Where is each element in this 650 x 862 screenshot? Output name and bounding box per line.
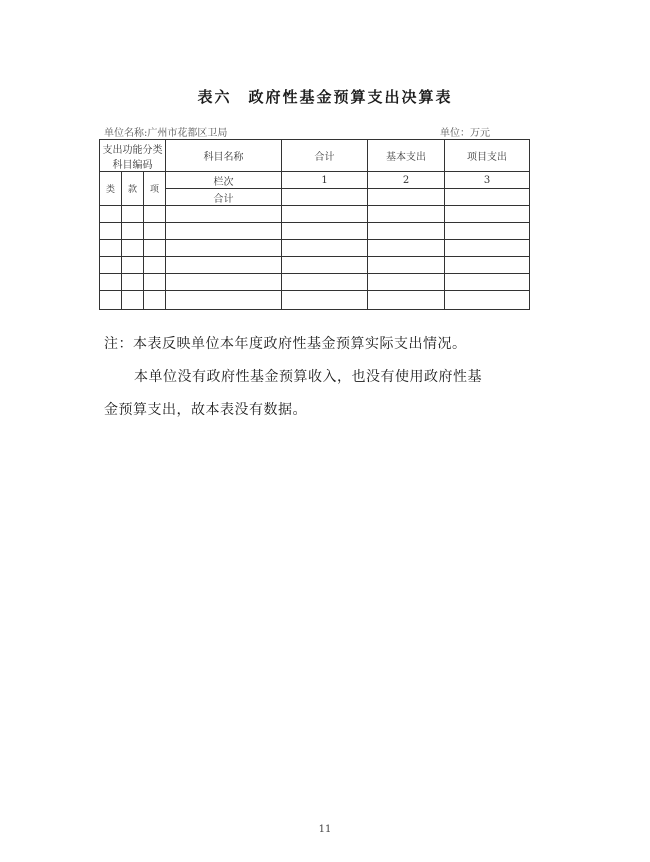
item-header: 项 bbox=[144, 172, 166, 206]
empty-row bbox=[100, 257, 530, 274]
column-number-1: 1 bbox=[282, 172, 368, 189]
note-line-1: 注：本表反映单位本年度政府性基金预算实际支出情况。 bbox=[104, 336, 467, 352]
column-number-3: 3 bbox=[445, 172, 530, 189]
budget-table bbox=[99, 139, 530, 310]
header-row bbox=[100, 140, 530, 172]
column-row-label: 栏次 bbox=[166, 172, 282, 189]
table-cell bbox=[445, 189, 530, 206]
note-line-3: 金预算支出，故本表没有数据。 bbox=[104, 402, 307, 418]
total-row-label: 合计 bbox=[166, 189, 282, 206]
empty-row bbox=[100, 223, 530, 240]
table-title: 表六 政府性基金预算支出决算表 bbox=[197, 88, 453, 106]
unit-name: 单位名称:广州市花都区卫局 bbox=[104, 128, 228, 139]
subject-name-header: 科目名称 bbox=[166, 140, 282, 172]
unit-label: 单位：万元 bbox=[440, 128, 490, 139]
class-header: 类 bbox=[100, 172, 122, 206]
total-header: 合计 bbox=[282, 140, 368, 172]
page-number: 11 bbox=[318, 824, 332, 835]
column-number-2: 2 bbox=[368, 172, 445, 189]
empty-row bbox=[100, 274, 530, 291]
empty-row bbox=[100, 291, 530, 310]
empty-row bbox=[100, 240, 530, 257]
empty-row bbox=[100, 206, 530, 223]
table-cell bbox=[368, 189, 445, 206]
project-expense-header: 项目支出 bbox=[445, 140, 530, 172]
basic-expense-header: 基本支出 bbox=[368, 140, 445, 172]
section-header: 款 bbox=[122, 172, 144, 206]
note-line-2: 本单位没有政府性基金预算收入，也没有使用政府性基 bbox=[134, 369, 482, 385]
func-class-header: 支出功能分类科目编码 bbox=[100, 140, 166, 172]
table-cell bbox=[282, 189, 368, 206]
column-number-row bbox=[100, 172, 530, 189]
